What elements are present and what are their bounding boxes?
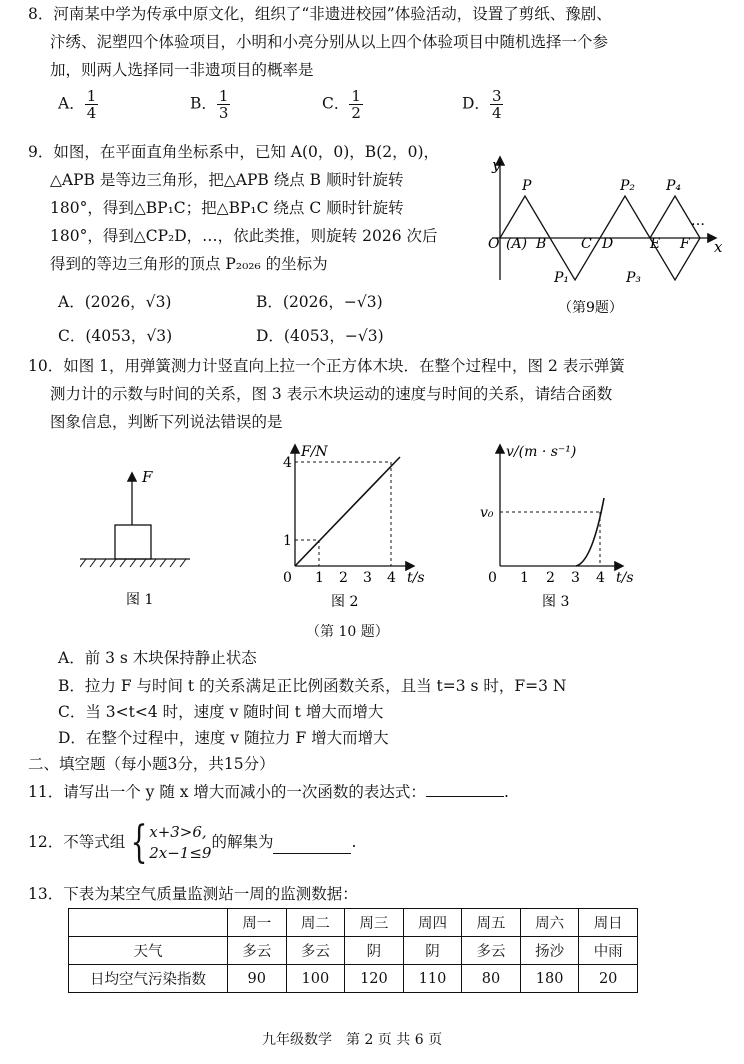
fig1-caption: 图 1 (126, 592, 154, 608)
label-f: F (680, 236, 690, 252)
q9-option-b: B．(2026，−√3) (256, 293, 383, 311)
row-label-index: 日均空气污染指数 (69, 965, 228, 993)
q11-text: 11．请写出一个 y 随 x 增大而减小的一次函数的表达式： (28, 783, 426, 801)
q12-ineq1: x+3>6, (149, 823, 207, 841)
label-a: (A) (506, 236, 528, 252)
fig3-xtick-2: 2 (546, 570, 555, 586)
label-p3: P₃ (626, 270, 642, 286)
table-header: 周六 (520, 909, 579, 937)
q10-line1: 10．如图 1，用弹簧测力计竖直向上拉一个正方体木块．在整个过程中，图 2 表示弹簧 (28, 357, 625, 375)
table-cell: 80 (462, 965, 521, 993)
q12-brace: { (130, 817, 148, 868)
table-header: 周一 (228, 909, 287, 937)
q12-suffix: 的解集为 (211, 833, 274, 851)
fig2-xtick-4: 4 (387, 570, 396, 586)
q10-option-a: A．前 3 s 木块保持静止状态 (58, 649, 257, 667)
fig3-xlabel: t/s (616, 570, 634, 586)
table-header: 周三 (345, 909, 404, 937)
q10-caption: （第 10 题） (306, 624, 389, 640)
table-cell: 120 (345, 965, 404, 993)
q10-option-b: B．拉力 F 与时间 t 的关系满足正比例函数关系，且当 t=3 s 时，F=3 N (58, 677, 567, 695)
table-cell: 扬沙 (520, 937, 579, 965)
q9-line3: 180°，得到△BP₁C；把△BP₁C 绕点 C 顺时针旋转 (50, 199, 404, 217)
label-p2: P₂ (620, 178, 636, 194)
q9-option-c: C．(4053，√3) (58, 327, 173, 345)
table-cell: 20 (579, 965, 638, 993)
label-dots: … (691, 213, 705, 229)
fig3-xtick-3: 3 (571, 570, 580, 586)
q11 (28, 782, 509, 802)
table-cell: 多云 (462, 937, 521, 965)
fig2-ytick-1: 1 (283, 533, 292, 549)
table-cell: 90 (228, 965, 287, 993)
q9-line4: 180°，得到△CP₂D，…，依此类推，则旋转 2026 次后 (50, 227, 438, 245)
table-cell: 多云 (228, 937, 287, 965)
fig2-xlabel: t/s (407, 570, 425, 586)
fig2-xtick-2: 2 (339, 570, 348, 586)
q10-line3: 图象信息，判断下列说法错误的是 (50, 413, 283, 431)
q9-line1: 9．如图，在平面直角坐标系中，已知 A(0，0)，B(2，0)， (28, 143, 440, 161)
fig3-v0: v₀ (480, 505, 494, 521)
q8-option-b: B． $\frac{1}{3}$ (190, 87, 229, 122)
label-p: P (522, 178, 532, 194)
table-header: 周二 (286, 909, 345, 937)
q12-end: . (351, 833, 357, 851)
section-title: 二、填空题（每小题3分，共15分） (28, 755, 275, 773)
fig2-line (295, 457, 400, 566)
q8-option-c: C． $\frac{1}{2}$ (322, 87, 361, 122)
label-x: x (714, 238, 723, 256)
table-cell: 多云 (286, 937, 345, 965)
q10-fig2 (275, 440, 435, 620)
fig3-origin: 0 (488, 570, 497, 586)
fig3-ylabel: v/(m · s⁻¹) (506, 444, 577, 460)
fig3-caption: 图 3 (542, 594, 570, 610)
table-row (69, 937, 638, 965)
q8-option-d: D． $\frac{3}{4}$ (462, 87, 502, 122)
q8-line2: 汴绣、泥塑四个体验项目，小明和小亮分别从以上四个体验项目中随机选择一个参 (50, 33, 609, 51)
q11-end: . (503, 783, 509, 801)
label-p4: P₄ (666, 178, 682, 194)
fig2-ytick-4: 4 (283, 455, 292, 471)
q12-system (149, 822, 211, 864)
q12 (28, 818, 356, 866)
fig2-origin: 0 (283, 570, 292, 586)
q13-text: 13．下表为某空气质量监测站一周的监测数据： (28, 885, 358, 903)
label-b: B (536, 236, 547, 252)
fig3-xtick-4: 4 (596, 570, 605, 586)
q9-caption: （第9题） (558, 300, 623, 316)
q9-figure (470, 150, 732, 320)
label-c: C (581, 236, 592, 252)
label-o: O (488, 236, 500, 252)
q9-option-d: D．(4053，−√3) (256, 327, 384, 345)
q10-line2: 测力计的示数与时间的关系，图 3 表示木块运动的速度与时间的关系，请结合函数 (50, 385, 613, 403)
page-footer: 九年级数学 第 2 页 共 6 页 (262, 1032, 443, 1048)
q12-ineq2: 2x−1≤9 (149, 844, 212, 862)
q12-answer-blank[interactable] (273, 833, 351, 854)
fig2-xtick-1: 1 (315, 570, 324, 586)
fig2-xtick-3: 3 (363, 570, 372, 586)
table-corner (69, 909, 228, 937)
table-header: 周五 (462, 909, 521, 937)
table-row (69, 965, 638, 993)
fig3-xtick-1: 1 (520, 570, 529, 586)
q10-fig1 (80, 460, 200, 620)
q11-answer-blank[interactable] (426, 796, 504, 797)
table-header: 周四 (403, 909, 462, 937)
q8-line3: 加，则两人选择同一非遗项目的概率是 (50, 61, 314, 79)
table-cell: 180 (520, 965, 579, 993)
force-label: F (142, 468, 153, 486)
q10-option-d: D．在整个过程中，速度 v 随拉力 F 增大而增大 (58, 729, 389, 747)
q8-option-a: A． $\frac{1}{4}$ (58, 87, 97, 122)
q10-fig3 (480, 440, 650, 620)
q12-prefix: 12．不等式组 (28, 833, 126, 851)
wood-block (115, 525, 151, 559)
label-p1: P₁ (554, 270, 570, 286)
table-header: 周日 (579, 909, 638, 937)
air-quality-table (68, 908, 638, 993)
label-d: D (602, 236, 614, 252)
table-cell: 阴 (345, 937, 404, 965)
q10-option-c: C．当 3<t<4 时，速度 v 随时间 t 增大而增大 (58, 703, 384, 721)
table-row (69, 909, 638, 937)
table-cell: 100 (286, 965, 345, 993)
row-label-weather: 天气 (69, 937, 228, 965)
table-cell: 中雨 (579, 937, 638, 965)
q9-line2: △APB 是等边三角形，把△APB 绕点 B 顺时针旋转 (50, 171, 404, 189)
table-cell: 阴 (403, 937, 462, 965)
fig2-caption: 图 2 (331, 594, 359, 610)
label-y: y (492, 156, 501, 174)
fig2-ylabel: F/N (301, 444, 328, 460)
table-cell: 110 (403, 965, 462, 993)
q8-line1: 8．河南某中学为传承中原文化，组织了“非遗进校园”体验活动，设置了剪纸、豫剧、 (28, 5, 612, 23)
q9-line5: 得到的等边三角形的顶点 P₂₀₂₆ 的坐标为 (50, 255, 328, 273)
label-e: E (650, 236, 661, 252)
q9-option-a: A．(2026，√3) (58, 293, 172, 311)
